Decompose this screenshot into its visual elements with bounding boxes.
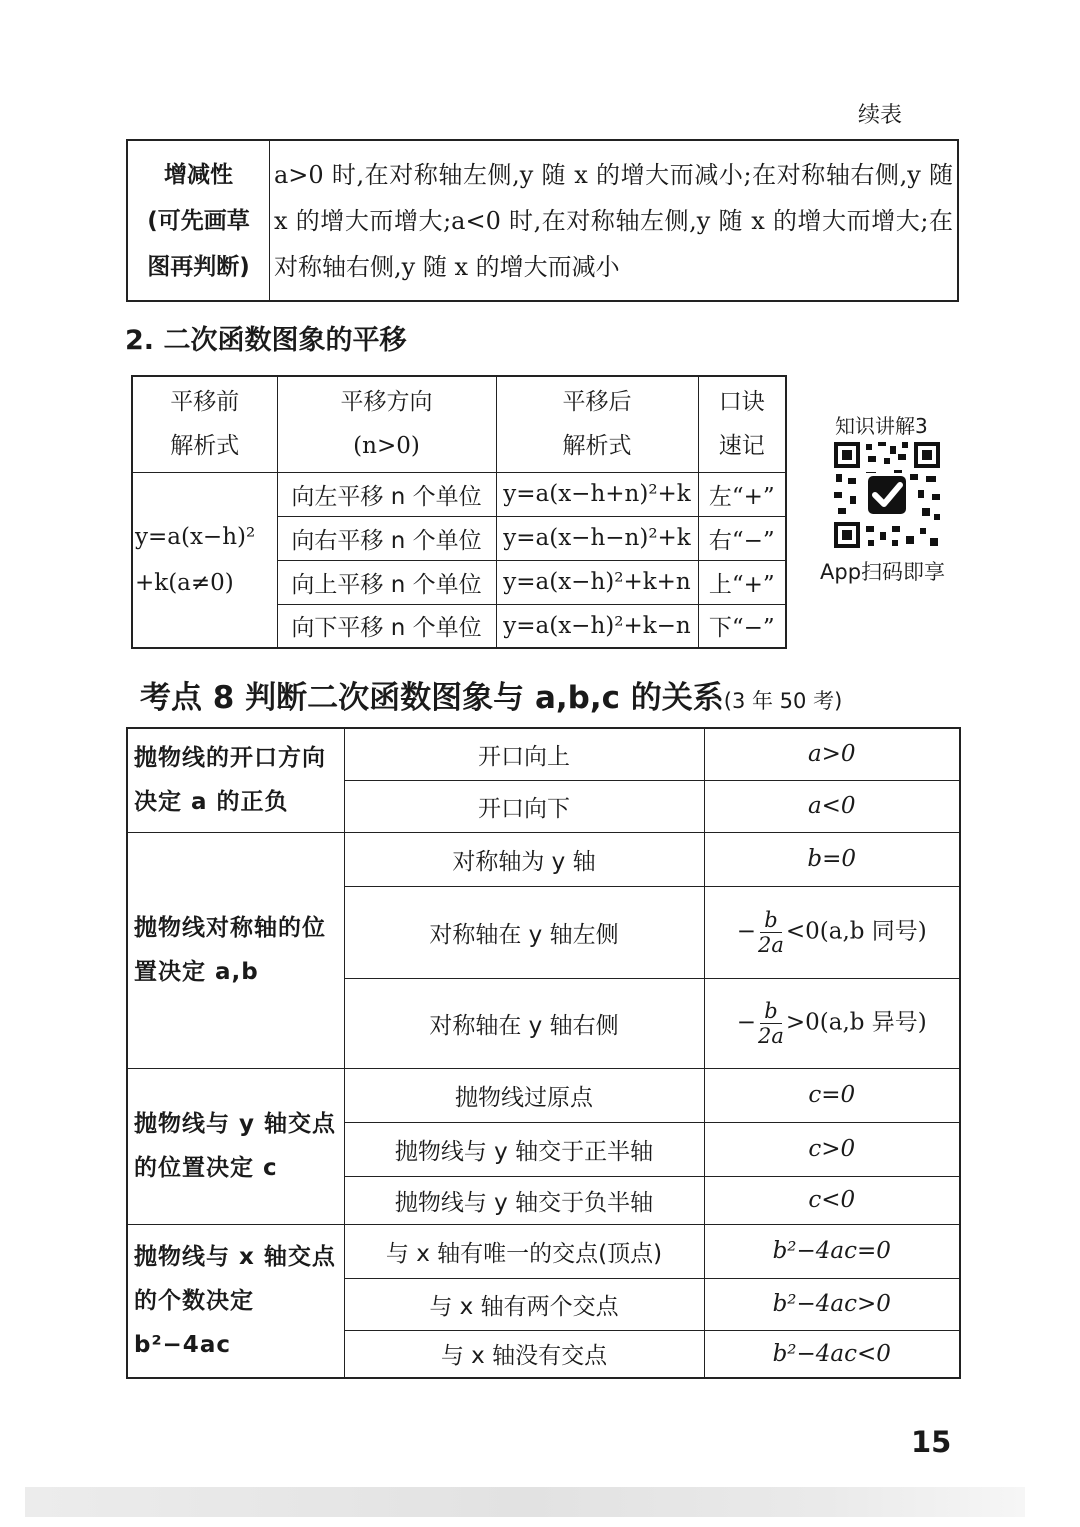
qr-code-icon[interactable] — [832, 440, 942, 550]
header-line: 解析式 — [170, 433, 240, 460]
header-line: (n>0) — [353, 433, 420, 460]
result-cell: c=0 — [704, 1068, 960, 1122]
result-cell: c<0 — [704, 1176, 960, 1224]
kaodian-title: 考点 8 判断二次函数图象与 a,b,c 的关系 — [140, 680, 724, 716]
after-expression-cell: y=a(x−h+n)²+k — [496, 472, 698, 516]
monotonicity-table — [126, 139, 959, 302]
kaodian-subtitle: (3 年 50 考) — [723, 689, 843, 713]
condition-cell: 与 x 轴有唯一的交点(顶点) — [344, 1224, 704, 1278]
result-cell: b²−4ac=0 — [704, 1224, 960, 1278]
result-cell: a>0 — [704, 728, 960, 780]
condition-cell: 对称轴在 y 轴右侧 — [344, 978, 704, 1068]
monotonicity-header-line: (可先画草 — [147, 207, 250, 234]
monotonicity-header-line: 增减性 — [164, 161, 233, 188]
group-label: 抛物线的开口方向决定 a 的正负 — [127, 728, 344, 832]
mnemonic-cell: 上“+” — [698, 560, 786, 604]
condition-cell: 抛物线与 y 轴交于正半轴 — [344, 1122, 704, 1176]
condition-cell: 抛物线与 y 轴交于负半轴 — [344, 1176, 704, 1224]
result-cell: b=0 — [704, 832, 960, 886]
monotonicity-header-line: 图再判断) — [147, 253, 250, 280]
header-after — [496, 376, 698, 472]
result-cell: b²−4ac<0 — [704, 1330, 960, 1378]
scan-artifact-strip — [25, 1487, 1025, 1517]
result-cell: − $\frac{b}{2a}$ >0(a,b 异号) — [704, 978, 960, 1068]
condition-cell: 与 x 轴有两个交点 — [344, 1278, 704, 1330]
header-line: 速记 — [718, 433, 765, 460]
result-cell: c>0 — [704, 1122, 960, 1176]
page-number: 15 — [911, 1425, 952, 1459]
section-title: 2. 二次函数图象的平移 — [125, 325, 407, 356]
condition-cell: 抛物线过原点 — [344, 1068, 704, 1122]
result-tail: <0(a,b 同号) — [785, 918, 927, 944]
header-before — [132, 376, 277, 472]
before-expression — [132, 472, 277, 648]
continued-label: 续表 — [858, 103, 903, 128]
mnemonic-cell: 下“−” — [698, 604, 786, 648]
condition-cell: 对称轴在 y 轴左侧 — [344, 886, 704, 978]
result-cell: − $\frac{b}{2a}$ <0(a,b 同号) — [704, 886, 960, 978]
group-label: 抛物线与 x 轴交点的个数决定 b²−4ac — [127, 1224, 344, 1378]
condition-cell: 与 x 轴没有交点 — [344, 1330, 704, 1378]
abc-relation-table — [126, 727, 961, 1379]
direction-cell: 向左平移 n 个单位 — [277, 472, 496, 516]
fraction-denominator: 2a — [757, 932, 784, 957]
monotonicity-content: a>0 时,在对称轴左侧,y 随 x 的增大而减小;在对称轴右侧,y 随 x 的增大而增大;a<0 时,在对称轴左侧,y 随 x 的增大而增大;在对称轴右侧,y 随 x 的增大而减小 — [270, 140, 959, 301]
header-mnemonic — [698, 376, 786, 472]
translation-table — [131, 375, 787, 649]
qr-app-text: App扫码即享 — [820, 560, 946, 584]
after-expression-cell: y=a(x−h)²+k+n — [496, 560, 698, 604]
fraction — [758, 999, 784, 1048]
fraction-denominator: 2a — [757, 1023, 784, 1048]
mnemonic-cell: 左“+” — [698, 472, 786, 516]
header-direction — [277, 376, 496, 472]
fraction-numerator: b — [760, 999, 781, 1024]
header-line: 解析式 — [562, 433, 632, 460]
result-tail: >0(a,b 异号) — [785, 1009, 927, 1035]
mnemonic-cell: 右“−” — [698, 516, 786, 560]
before-expression-line: y=a(x−h)² — [135, 523, 256, 550]
header-line: 平移后 — [562, 389, 632, 416]
before-expression-line: +k(a≠0) — [135, 569, 234, 596]
condition-cell: 开口向上 — [344, 728, 704, 780]
condition-cell: 对称轴为 y 轴 — [344, 832, 704, 886]
header-line: 口诀 — [718, 389, 765, 416]
kaodian-heading — [140, 672, 842, 717]
result-cell: b²−4ac>0 — [704, 1278, 960, 1330]
fraction-numerator: b — [760, 908, 781, 933]
group-label: 抛物线对称轴的位置决定 a,b — [127, 832, 344, 1068]
result-cell: a<0 — [704, 780, 960, 832]
fraction — [758, 908, 784, 957]
qr-caption: 知识讲解3 — [835, 414, 928, 438]
direction-cell: 向下平移 n 个单位 — [277, 604, 496, 648]
direction-cell: 向右平移 n 个单位 — [277, 516, 496, 560]
header-line: 平移前 — [170, 389, 240, 416]
after-expression-cell: y=a(x−h−n)²+k — [496, 516, 698, 560]
header-line: 平移方向 — [340, 389, 433, 416]
after-expression-cell: y=a(x−h)²+k−n — [496, 604, 698, 648]
group-label: 抛物线与 y 轴交点的位置决定 c — [127, 1068, 344, 1224]
condition-cell: 开口向下 — [344, 780, 704, 832]
monotonicity-header — [127, 140, 270, 301]
direction-cell: 向上平移 n 个单位 — [277, 560, 496, 604]
